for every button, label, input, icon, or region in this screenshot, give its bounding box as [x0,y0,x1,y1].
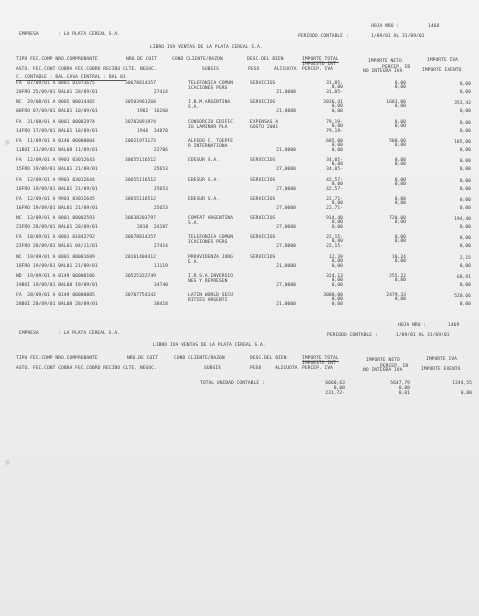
row-percep-iva: 0,00 [331,225,343,231]
col-exento: IMPORTE EXENTO [422,68,462,73]
row-cliente: EDESUR S.A. [188,158,219,164]
row-percep-ib: 0,00 [394,278,406,283]
row-neto: 500,00 [389,138,406,144]
row-percep-ib: 0,00 [394,162,406,168]
col-percep-ib-2: PERCEP. IB [380,364,409,369]
col-percep-ib: PERCEP. IB [382,65,411,70]
row-iva: 105,00 [454,139,471,145]
neto-value: 5647,79 [390,381,410,386]
row-cliente: COMFAT ARGENTINA S.A. [188,216,234,227]
col-alicuota-2: ALICUOTA [275,366,298,371]
row-neto: 10,24 [391,254,406,260]
row-asiento: 11BUI 11/09/01 BAL08 11/09/01 [16,147,98,153]
col-exento-2: IMPORTE EXENTO [421,367,461,372]
row-cuit: 30678814357 [125,235,156,241]
row-cliente: TELEFONICA COMUN ICACIONES PERS [188,81,234,91]
row-total: 34,05- [326,158,343,164]
neto-sub2: 0,01 [398,391,410,396]
row-total: 42,57- [326,177,343,183]
row-impuesto-int: 0,00 [331,220,343,226]
row-comprobante: FA 18/09/01 A 0001 01842792 [16,235,95,241]
row-percep-iva: 0,00 [331,283,343,288]
row-asiento: 15FRO 19/09/01 BAL01 21/09/01 [16,167,98,173]
empresa-label-2: EMPRESA [19,331,39,336]
col-iva-2: IMPORTE IVA [426,357,457,362]
row-exento: 0,00 [459,128,471,134]
row-alicuota: 27,0000 [276,283,296,288]
punch-hole [5,140,10,145]
col-cuit-2: NRO.DE CUIT [127,356,158,361]
iva-value: 1244,55 [452,381,472,386]
row-exento: 0,00 [459,225,471,231]
row-comprobante: FA 12/09/01 A 9903 03012644 [16,177,95,183]
row-percep-iva: 79,19- [326,128,343,134]
row-asiento: 16FRO 19/09/01 BAL01 21/09/01 [16,205,98,211]
row-cuit: 30655116512 [125,196,156,202]
row-cliente: CONSORCIO EDIFIC IO LAMINAR PLA [188,119,234,130]
row-descripcion: SERVICIOS [250,81,276,86]
row-asiento: 23FRO 28/09/01 BAL01 04/11/01 [16,244,98,250]
col-peso-2: PESO [250,366,262,371]
row-total: 605,00 [326,138,343,144]
row-descripcion: SERVICIOS [250,177,276,183]
col-percep-iva: PERCEP. IVA [302,67,333,72]
row-percep-iva: 0,00 [331,147,343,153]
row-neto: 720,00 [389,216,406,222]
empresa-label: EMPRESA [19,32,39,37]
row-recibo: 34740 [153,283,168,288]
hoja-label: HOJA NRO : [371,24,400,29]
row-percep-ib: 0,00 [394,220,406,226]
row-cuit: 20161404412 [125,254,156,260]
col-no-integra-2: NO INTEGRA IVA [363,368,403,373]
row-neto: 0,00 [394,158,406,164]
row-recibo: 22706 [153,147,168,153]
row-alicuota: 21,0000 [276,147,296,153]
total-sub2: 231,72- [325,391,345,396]
row-percep-ib: 0,00 [394,104,406,110]
row-neto: 2479,33 [386,293,406,299]
row-cuit: 30702091974 [125,119,156,125]
row-cliente: EDESUR S.A. [188,196,219,202]
row-impuesto-int: 0,00 [331,278,343,283]
col-cliente: COND CLIENTE/RAZON [172,57,223,62]
row-cliente: I.R.S.A.INVERSIO NES Y REPRESEN [188,274,234,284]
row-descripcion: SERVICIOS [250,216,276,222]
row-percep-ib: 0,00 [394,200,406,206]
row-neto: 1683,00 [386,100,406,106]
row-recibo: 1902 16260 [137,109,168,115]
row-recibo: 25653 [153,205,168,211]
row-comprobante: FA 12/09/01 A 9903 03012645 [16,196,95,202]
col-impuesto-int-2: IMPUESTO INT [302,361,336,366]
row-comprobante: FA 11/09/01 A 0140 00000004 [16,138,95,144]
row-comprobante: NC 19/09/01 A 0001 00001689 [16,254,95,260]
col-neto-2: IMPORTE NETO [366,358,400,363]
page-title-2: LIBRO IVA VENTAS DE LA PLATA CEREAL S.A. [153,343,266,348]
row-iva: 0,00 [459,159,471,165]
col-impuesto-int: IMPUESTO INT [302,62,336,67]
row-exento: 0,00 [459,283,471,288]
row-cuit: 30655116512 [125,158,156,164]
row-alicuota: 21,0000 [276,302,296,308]
iva-sub: 0,00 [460,391,472,396]
col-tipo-2: TIPO FEC.COMP NRO.COMPROBANTE [16,356,98,361]
row-comprobante: NC 13/09/01 A 0001 00002593 [16,216,95,222]
row-descripcion: SERVICIOS [250,196,276,202]
hoja-number-2: 1469 [448,323,460,328]
row-cuit: 30678814357 [125,81,156,86]
row-recibo: 38418 [153,302,168,308]
row-impuesto-int: 0,00 [331,162,343,168]
total-value: 6660,63 [325,381,345,386]
row-alicuota: 27,0000 [276,186,296,192]
row-cliente: TELEFONICA COMUN ICACIONES PERS [188,235,234,246]
row-exento: 0,00 [459,244,471,250]
row-percep-ib: 0,00 [394,142,406,148]
row-impuesto-int: 0,00 [331,142,343,148]
col-asto: ASTO. FEC.CONT COBRA FEC.COBRO RECIBO CLTE. NEGOC. [16,67,157,72]
row-exento: 0,00 [459,263,471,269]
row-total: 22,71- [326,196,343,202]
row-percep-ib: 0,00 [394,297,406,303]
row-iva: 194,40 [454,217,471,223]
row-percep-ib: 0,00 [394,123,406,129]
row-asiento: 08FRO 07/09/01 BAL01 10/09/01 [16,109,98,115]
row-iva: 2,15 [459,255,471,261]
row-cuit: 30638203797 [125,216,156,222]
col-asto-2: ASTO. FEC.CONT COBRA FEC.COBRO RECIBO CLTE. NEGOC. [16,366,157,371]
row-recibo: 1946 34870 [137,128,168,134]
row-descripcion: SERVICIOS [250,235,276,241]
row-iva: 0,00 [459,120,471,126]
row-percep-iva: 0,00 [331,302,343,308]
col-subsis-2: SUBSIS [204,366,221,371]
row-comprobante: FA 07/09/01 A 0001 01973675 [16,81,95,86]
row-impuesto-int: 0,00 [331,258,343,264]
col-peso: PESO [248,67,260,72]
row-percep-iva: 0,00 [331,109,343,115]
row-percep-iva: 0,00 [331,263,343,269]
row-neto: 0,00 [394,177,406,183]
row-cuit: 20621973173 [125,138,156,144]
periodo-value: 1/09/01 AL 31/09/01 [371,34,425,39]
row-cliente: I.B.M.ARGENTINA S.A. [188,100,231,111]
row-exento: 0,00 [459,205,471,211]
periodo-value-2: 1/09/01 AL 31/09/01 [396,333,450,338]
row-comprobante: FA 28/09/01 A 0149 00000005 [16,293,95,299]
row-descripcion: SERVICIOS [250,100,276,106]
row-total: 31,05- [326,81,343,86]
row-descripcion: SERVICIOS [250,254,276,260]
col-cliente-2: COND CLIENTE/RAZON [174,356,225,361]
col-total: IMPORTE TOTAL [302,57,339,62]
col-tipo: TIPO FEC.COMP NRO.COMPROBANTE [16,57,98,62]
row-percep-iva: 31,05- [326,90,343,95]
row-recibo: 11119 [153,263,168,269]
row-alicuota: 27,0000 [276,167,296,173]
empresa-value: : LA PLATA CEREAL S.A. [58,32,120,37]
row-asiento: 16FRO 19/09/01 BAL01 21/09/01 [16,263,98,269]
row-alicuota: 27,0000 [276,244,296,250]
row-iva: 0,00 [459,197,471,203]
row-asiento: 23FRO 28/09/01 BAL01 28/09/01 [16,225,98,231]
row-percep-ib: 0,00 [394,181,406,187]
row-descripcion: SERVICIOS [250,158,276,164]
row-total: 79,19- [326,119,343,125]
row-recibo: 27414 [153,244,168,250]
page-title: LIBRO IVA VENTAS DE LA PLATA CEREAL S.A. [150,45,263,50]
row-asiento: 20FRO 25/09/01 BAL01 28/09/01 [16,90,98,95]
hoja-label-2: HOJA NRO : [398,323,427,328]
row-impuesto-int: 0,00 [331,85,343,90]
row-asiento: 16FRO 19/09/01 BAL01 21/09/01 [16,186,98,192]
row-iva: 520,66 [454,294,471,300]
row-cuit: 30525322749 [125,274,156,279]
row-impuesto-int: 0,00 [331,297,343,303]
row-exento: 0,00 [459,302,471,308]
row-percep-iva: 42,57- [326,186,343,192]
row-total: 3000,00 [323,293,343,299]
col-cuit: NRO.DE CUIT [126,57,157,62]
row-alicuota: 21,0000 [276,109,296,115]
row-cuit: 30503961268 [125,100,156,106]
row-cuit: 30655116512 [125,177,156,183]
row-cliente: PROVVIDENZA JORG E A. [188,254,234,265]
row-asiento: 19BUI 19/09/01 BAL08 19/09/01 [16,283,98,288]
row-alicuota: 21,0000 [276,90,296,95]
row-neto: 255,22 [389,274,406,279]
col-neto: IMPORTE NETO [368,59,402,64]
row-recibo: 27414 [153,90,168,95]
row-total: 2036,41 [323,100,343,106]
row-iva: 0,00 [459,178,471,184]
col-no-integra: NO INTEGRA IVA [363,69,403,74]
row-impuesto-int: 0,00 [331,200,343,206]
row-impuesto-int: 0,00 [331,181,343,187]
row-comprobante: FA 12/09/01 A 9903 03012643 [16,158,95,164]
row-alicuota: 27,0000 [276,225,296,231]
hoja-number: 1468 [428,24,440,29]
row-cliente: LATIN WORLD SECU RITIES ARGENTI [188,293,234,304]
row-recibo: 25653 [153,186,168,192]
total-label: TOTAL UNIDAD CONTABLE : [200,381,265,386]
row-neto: 0,00 [394,196,406,202]
row-asiento: 14FRO 17/09/01 BAL01 18/09/01 [16,128,98,134]
row-neto: 0,00 [394,81,406,86]
row-exento: 0,00 [459,109,471,115]
col-subsis: SUBSIS [202,67,219,72]
col-iva: IMPORTE IVA [427,58,458,63]
row-neto: 0,00 [394,119,406,125]
row-percep-iva: 22,71- [326,205,343,211]
periodo-label-2: PERIODO CONTABLE : [327,333,378,338]
row-iva: 68,91 [456,275,471,280]
row-exento: 0,00 [459,147,471,153]
col-total-2: IMPORTE TOTAL [302,356,339,361]
row-exento: 0,00 [459,90,471,95]
neto-sub1: 0,00 [398,386,410,391]
row-total: 22,15- [326,235,343,241]
row-iva: 0,00 [459,82,471,87]
row-percep-iva: 34,05- [326,167,343,173]
row-recibo: 25653 [153,167,168,173]
row-comprobante: ND 19/09/01 A 0149 00000106 [16,274,95,279]
row-exento: 0,00 [459,186,471,192]
row-comprobante: NC 29/08/01 A 0005 00014465 [16,100,95,106]
row-percep-ib: 0,00 [394,85,406,90]
col-alicuota: ALICUOTA [274,67,297,72]
section-label: C. CONTABLE : BAL.CASA CENTRAL : BAL 01 [16,75,126,80]
row-total: 324,13 [326,274,343,279]
row-cliente: EDESUR S.A. [188,177,219,183]
row-cuit: 30707754342 [125,293,156,299]
col-desc: DESC.DEL BIEN [247,57,284,62]
row-iva: 0,00 [459,236,471,242]
col-percep-iva-2: PERCEP. IVA [302,366,333,371]
row-total: 12,39 [328,254,343,260]
periodo-label: PERIODO CONTABLE : [298,34,349,39]
row-cliente: ALFEDO C. TOEPFE R INTERNATIONA [188,138,234,149]
row-alicuota: 21,0000 [276,263,296,269]
row-impuesto-int: 0,00 [331,104,343,110]
row-impuesto-int: 0,00 [331,123,343,129]
row-asiento: 28BUI 28/09/01 BAL08 28/09/01 [16,302,98,308]
row-exento: 0,00 [459,167,471,173]
row-iva: 353,43 [454,101,471,107]
row-impuesto-int: 0,00 [331,239,343,245]
empresa-value-2: : LA PLATA CEREAL S.A. [58,331,120,336]
row-percep-ib: 0,00 [394,239,406,245]
row-neto: 0,00 [394,235,406,241]
row-comprobante: FA 31/08/01 A 0001 00002974 [16,119,95,125]
row-descripcion: EXPENSAS A GOSTO 2001 [250,119,279,130]
row-alicuota: 27,0000 [276,205,296,211]
row-total: 914,40 [326,216,343,222]
col-desc-2: DESC.DEL BIEN [250,356,287,361]
row-percep-ib: 0,00 [394,258,406,264]
row-percep-iva: 22,15- [326,244,343,250]
total-sub1: 0,00 [333,386,345,391]
punch-hole [5,460,10,465]
row-recibo: 2010 24187 [137,225,168,231]
